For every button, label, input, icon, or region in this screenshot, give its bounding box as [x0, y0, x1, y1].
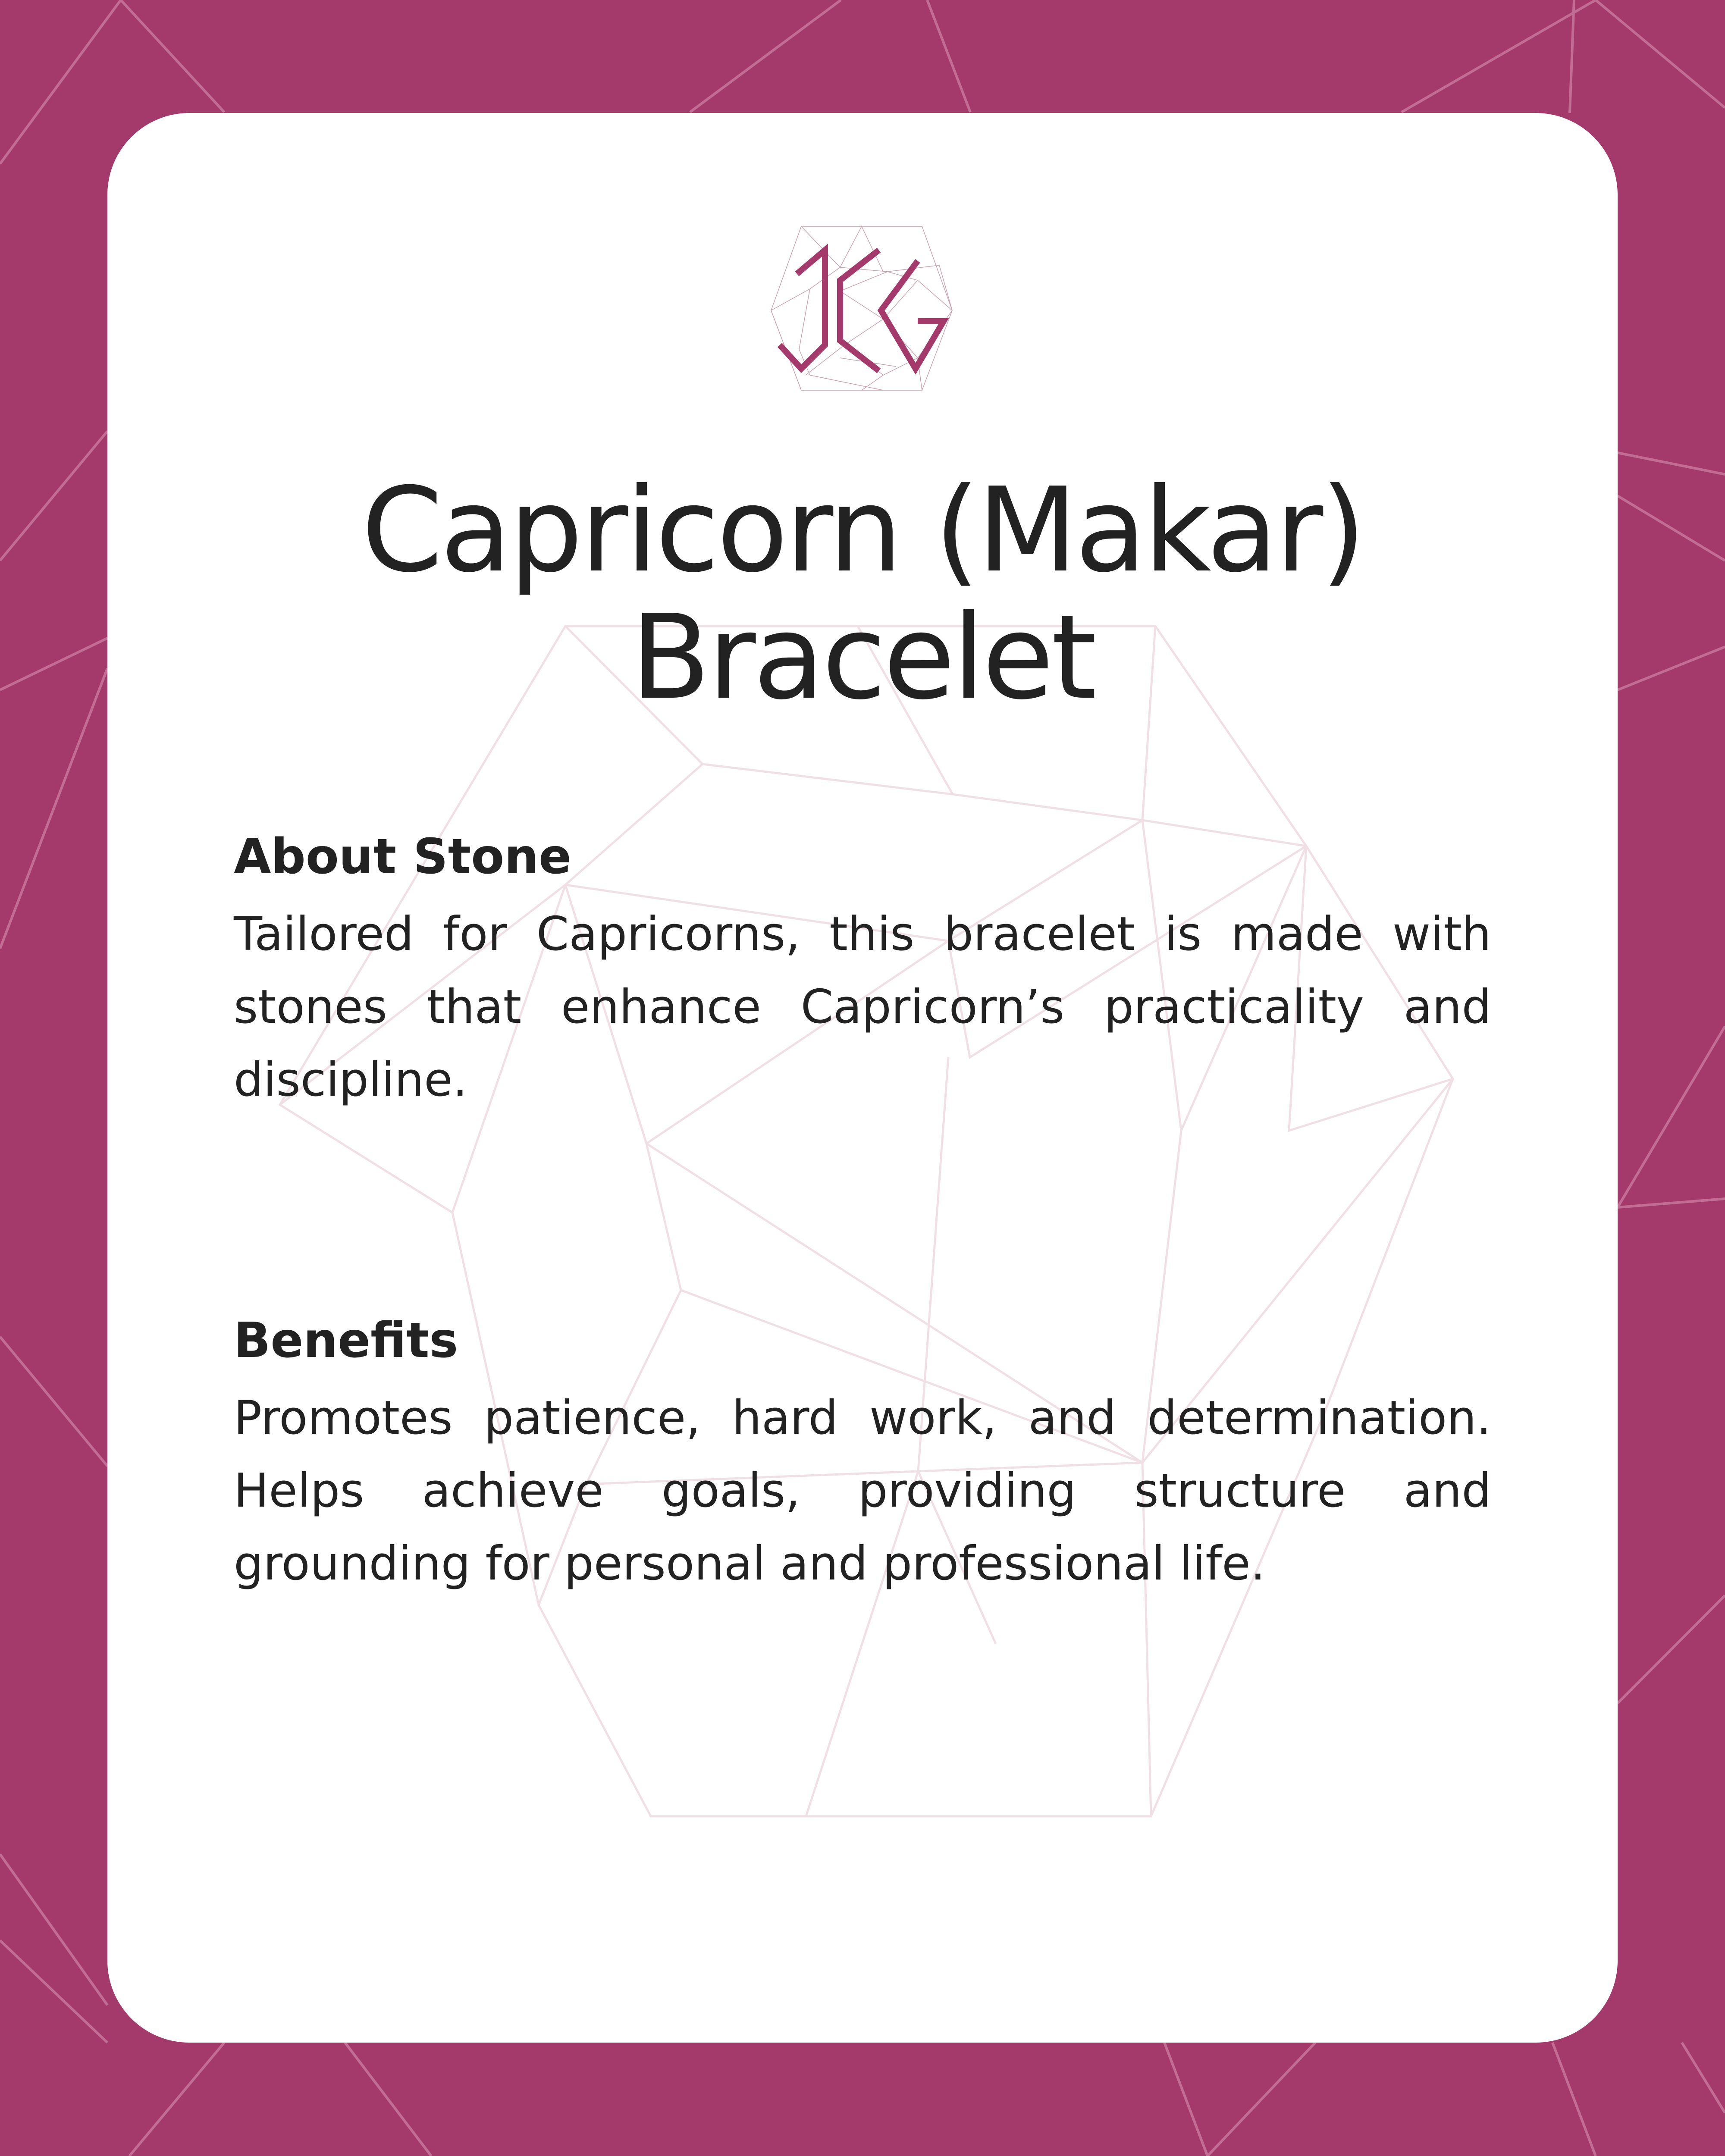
about-stone-section [234, 824, 1491, 1116]
about-stone-text: Tailored for Capricorns, this bracelet is made with stones that enhance Capricorn’s practicality and discipline. [234, 907, 1491, 1107]
title-line-2: Bracelet [630, 589, 1095, 725]
page-title [107, 462, 1618, 725]
benefits-text: Promotes patience, hard work, and determination. Helps achieve goals, providing structure and grounding for personal and professional life. [234, 1391, 1491, 1591]
jcg-logo [754, 220, 971, 392]
benefits-heading: Benefits [234, 1313, 458, 1369]
info-card [107, 113, 1618, 2043]
about-stone-heading: About Stone [234, 829, 571, 885]
title-line-1: Capricorn (Makar) [361, 462, 1364, 598]
benefits-section [234, 1308, 1491, 1600]
